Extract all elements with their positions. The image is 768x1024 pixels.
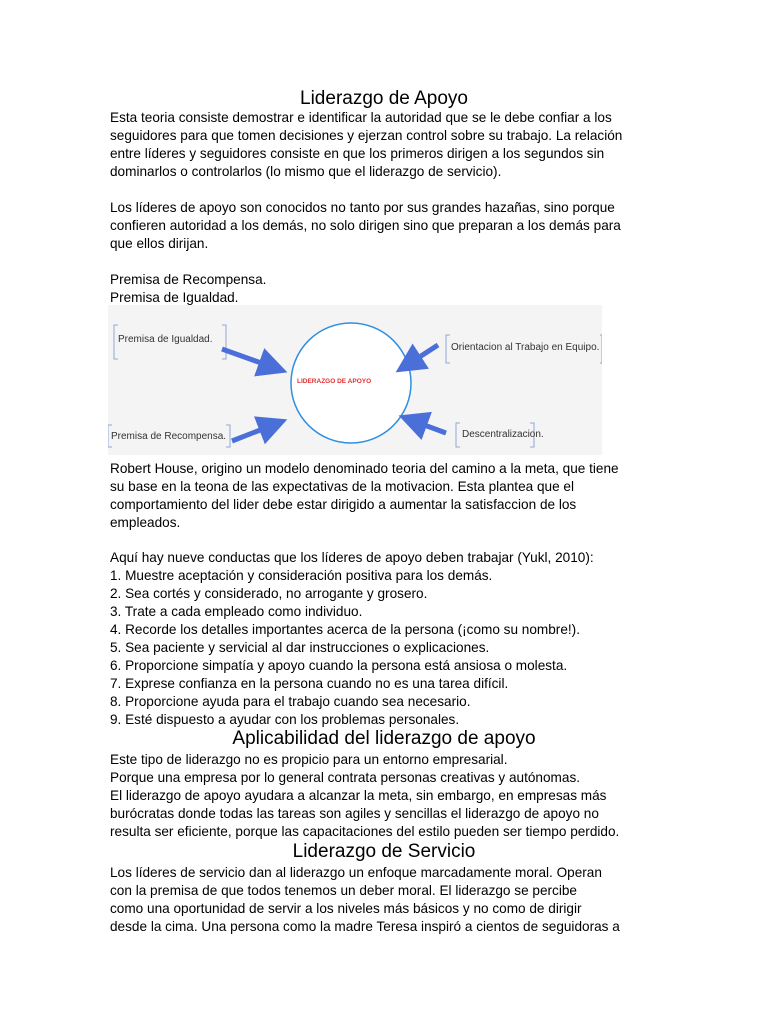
text-line: confieren autoridad a los demás, no solo dirigen sino que preparan a los demás para [110, 218, 621, 233]
text-line: burócratas donde todas las tareas son agiles y sencillas el liderazgo de apoyo no [110, 806, 599, 821]
arrow-top-right [404, 345, 438, 367]
diagram-center-label: LIDERAZGO DE APOYO [297, 378, 372, 385]
list-item: 7. Exprese confianza en la persona cuando no es una tarea difícil. [110, 676, 509, 691]
text-line: Este tipo de liderazgo no es propicio para un entorno empresarial. [110, 752, 508, 767]
paragraph-1 [110, 109, 670, 181]
list-item: 5. Sea paciente y servicial al dar instrucciones o explicaciones. [110, 640, 490, 655]
list-item: 9. Esté dispuesto a ayudar con los problemas personales. [110, 712, 460, 727]
list-item: 4. Recorde los detalles importantes acerca de la persona (¡como su nombre!). [110, 622, 580, 637]
text-line: su base en la teona de las expectativas de la motivacion. Esta plantea que el [110, 479, 574, 494]
diagram-label-recompensa: Premisa de Recompensa. [111, 431, 227, 442]
list-item: 8. Proporcione ayuda para el trabajo cuando sea necesario. [110, 694, 471, 709]
text-line: Los líderes de servicio dan al liderazgo un enfoque marcadamente moral. Operan [110, 865, 602, 880]
diagram-label-trabajo-equipo: Orientacion al Trabajo en Equipo. [451, 342, 600, 353]
paragraph-servicio [110, 864, 670, 936]
text-line: El liderazgo de apoyo ayudara a alcanzar la meta, sin embargo, en empresas más [110, 788, 607, 803]
behaviors-list [110, 549, 670, 729]
paragraph-2 [110, 199, 670, 253]
paragraph-aplicabilidad [110, 751, 670, 841]
text-line: con la premisa de que todos tenemos un deber moral. El liderazgo se percibe [110, 883, 577, 898]
text-line: Los líderes de apoyo son conocidos no tanto por sus grandes hazañas, sino porque [110, 200, 615, 215]
text-line: Porque una empresa por lo general contrata personas creativas y autónomas. [110, 770, 581, 785]
text-line: que ellos dirijan. [110, 236, 209, 251]
arrow-bottom-right [408, 419, 446, 433]
list-item: 1. Muestre aceptación y consideración positiva para los demás. [110, 568, 493, 583]
diagram-label-igualdad: Premisa de Igualdad. [118, 334, 213, 345]
premise-igualdad: Premisa de Igualdad. [110, 290, 239, 305]
arrow-top-left [222, 349, 278, 369]
list-intro: Aquí hay nueve conductas que los líderes de apoyo deben trabajar (Yukl, 2010): [110, 550, 594, 565]
text-line: desde la cima. Una persona como la madre Teresa inspiró a cientos de seguidoras a [110, 919, 620, 934]
text-line: como una oportunidad de servir a los niveles más básicos y no como de dirigir [110, 901, 582, 916]
list-item: 3. Trate a cada empleado como individuo. [110, 604, 363, 619]
premises-list [110, 271, 670, 307]
list-item: 6. Proporcione simpatía y apoyo cuando la persona está ansiosa o molesta. [110, 658, 568, 673]
section-title-aplicabilidad: Aplicabilidad del liderazgo de apoyo [232, 728, 536, 749]
paragraph-3 [110, 460, 670, 532]
text-line: Robert House, origino un modelo denominado teoria del camino a la meta, que tiene [110, 461, 619, 476]
text-line: resulta ser eficiente, porque las capacitaciones del estilo pueden ser tiempo perdido. [110, 824, 620, 839]
text-line: Esta teoria consiste demostrar e identificar la autoridad que se le debe confiar a los [110, 110, 612, 125]
text-line: empleados. [110, 515, 181, 530]
arrow-bottom-left [232, 423, 278, 441]
premise-recompensa: Premisa de Recompensa. [110, 272, 267, 287]
section-title-liderazgo-de-servicio: Liderazgo de Servicio [292, 841, 476, 862]
diagram-label-descentralizacion: Descentralizacion. [462, 429, 544, 440]
list-item: 2. Sea cortés y considerado, no arrogante y grosero. [110, 586, 428, 601]
text-line: comportamiento del lider debe estar dirigido a aumentar la satisfaccion de los [110, 497, 577, 512]
text-line: entre líderes y seguidores consiste en que los primeros dirigen a los segundos sin [110, 146, 605, 161]
section-title-liderazgo-de-apoyo: Liderazgo de Apoyo [300, 88, 468, 109]
text-line: dominarlos o controlarlos (lo mismo que el liderazgo de servicio). [110, 164, 502, 179]
leadership-diagram [108, 305, 602, 455]
text-line: seguidores para que tomen decisiones y ejerzan control sobre su trabajo. La relación [110, 128, 623, 143]
